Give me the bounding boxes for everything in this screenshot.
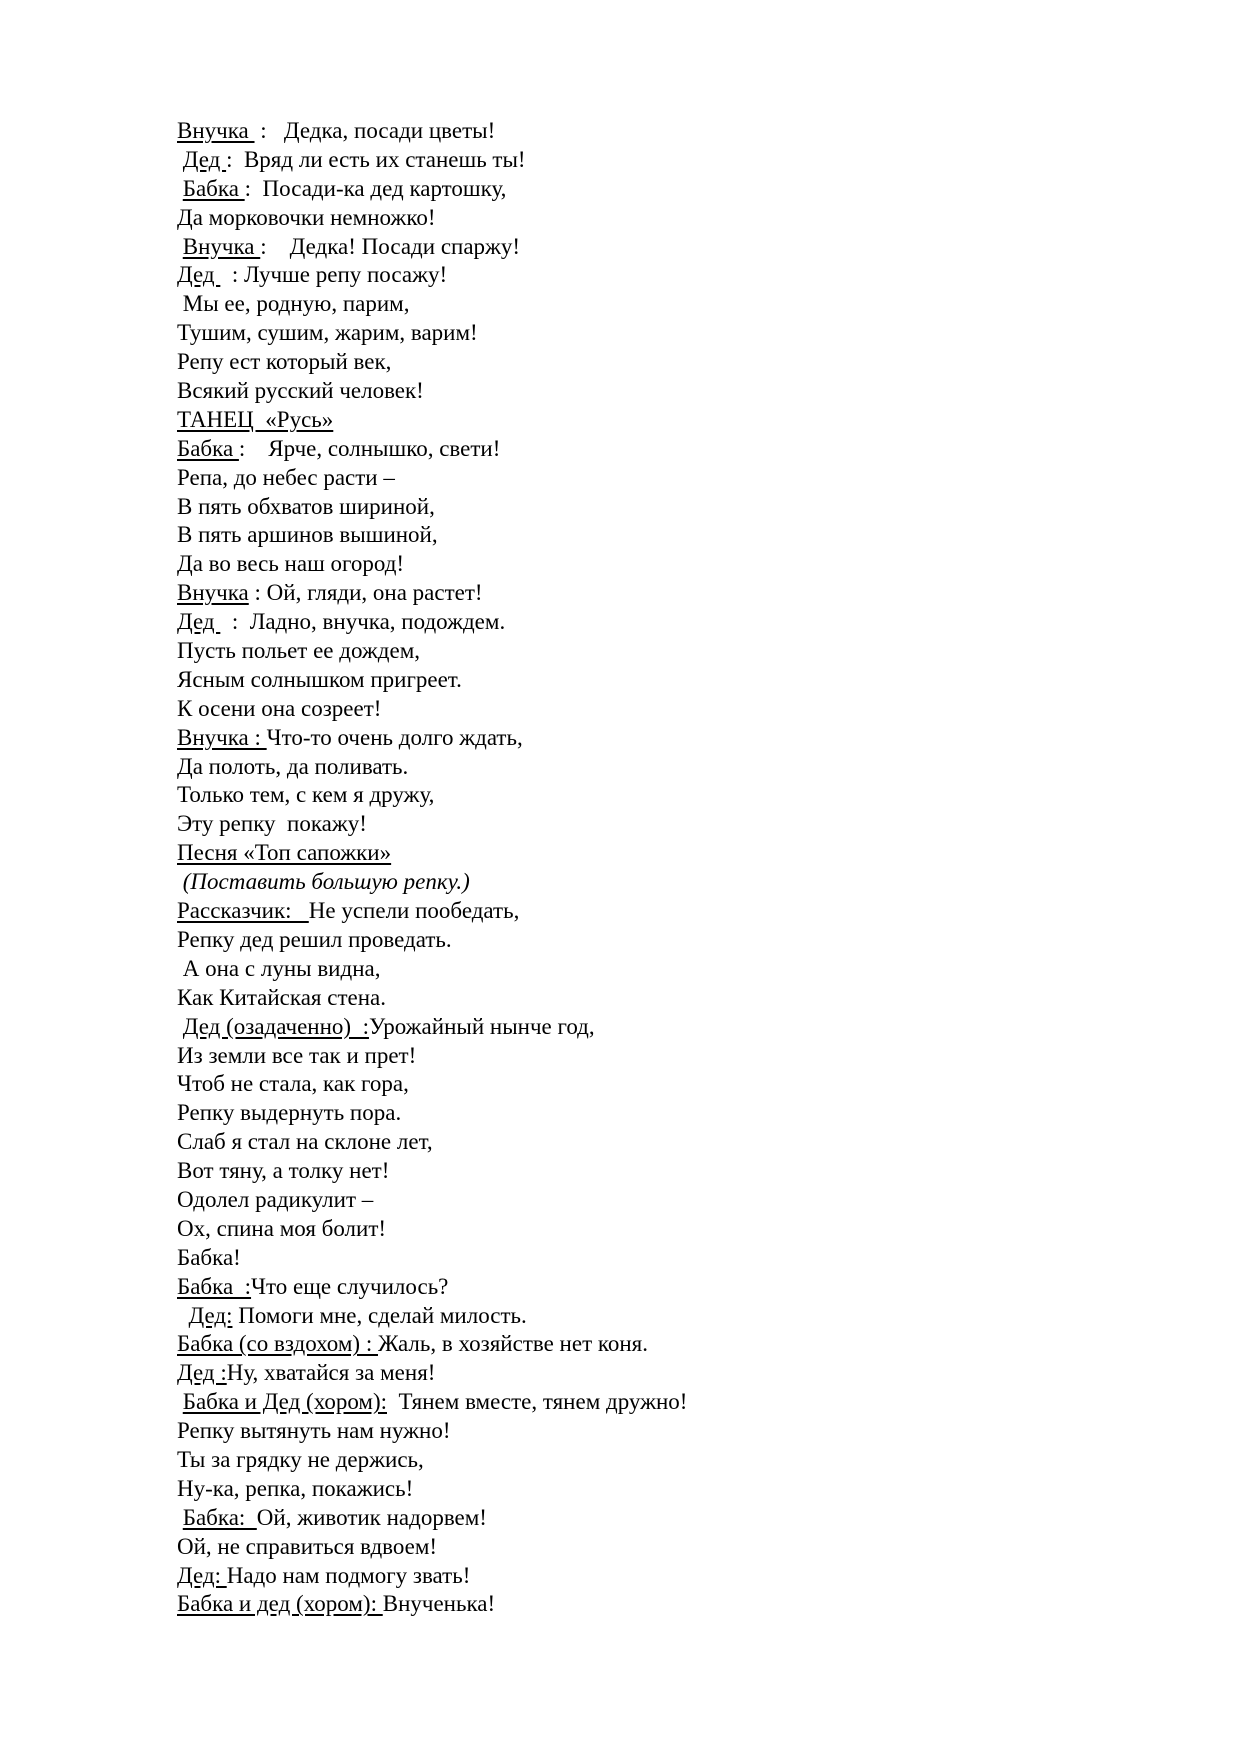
script-line [177,377,1157,406]
dialogue-text: Ох, спина моя болит! [177,1215,387,1241]
script-line [177,521,1157,550]
script-line [177,1302,1157,1331]
dialogue-text: Ну, хватайся за меня! [226,1360,436,1386]
dialogue-text: : Дедка! Посади спаржу! [260,233,521,259]
speaker-label: Дед [182,146,227,172]
script-line [177,319,1157,348]
script-line [177,868,1157,897]
dialogue-text: Репку дед решил проведать. [177,926,452,952]
dialogue-text: Надо нам подмогу звать! [226,1562,471,1588]
script-line [177,984,1157,1013]
dialogue-text: Пусть польет ее дождем, [177,638,420,664]
script-line [177,1273,1157,1302]
dialogue-text: Ну-ка, репка, покажись! [177,1475,414,1501]
dialogue-text: Репу ест который век, [177,349,392,375]
script-line [177,204,1157,233]
speaker-label: Песня «Топ сапожки» [177,840,392,866]
dialogue-text: Не успели пообедать, [308,898,520,924]
speaker-label: Дед [177,609,221,635]
script-line [177,608,1157,637]
dialogue-text: Помоги мне, сделай милость. [232,1302,527,1328]
script-line [177,666,1157,695]
script-line [177,175,1157,204]
dialogue-text: Одолел радикулит – [177,1186,374,1212]
script-line [177,1042,1157,1071]
dialogue-text: : Лучше репу посажу! [220,262,448,288]
dialogue-text: : Ярче, солнышко, свети! [238,435,501,461]
dialogue-text: Да полоть, да поливать. [177,753,409,779]
script-line [177,1388,1157,1417]
dialogue-text: : Дедка, посади цветы! [254,118,496,143]
script-line [177,550,1157,579]
dialogue-text: Жаль, в хозяйстве нет коня. [377,1331,649,1357]
script-line [177,493,1157,522]
speaker-label: Внучка [182,233,261,259]
speaker-label: Дед [177,262,221,288]
script-line [177,1562,1157,1591]
script-line [177,1504,1157,1533]
script-line [177,579,1157,608]
script-line [177,1128,1157,1157]
script-line [177,781,1157,810]
speaker-label: Бабка [177,435,239,461]
dialogue-text: Ясным солнышком пригреет. [177,666,462,692]
dialogue-text: В пять обхватов шириной, [177,493,435,519]
script-line [177,290,1157,319]
speaker-label: Бабка [182,175,245,201]
speaker-label: Бабка (со вздохом) : [177,1331,378,1357]
script-line [177,146,1157,175]
script-page [177,117,1157,1619]
script-line [177,1215,1157,1244]
speaker-label: Внучка [177,580,249,606]
dialogue-text: Да морковочки немножко! [177,204,436,230]
dialogue-text: В пять аршинов вышиной, [177,522,438,548]
script-line [177,1070,1157,1099]
script-line [177,897,1157,926]
script-line [177,839,1157,868]
script-line [177,1590,1157,1619]
dialogue-text: Бабка! [177,1244,241,1270]
dialogue-text: Только тем, с кем я дружу, [177,782,435,808]
script-line [177,1359,1157,1388]
dialogue-text: Тянем вместе, тянем дружно! [387,1389,688,1415]
dialogue-text: Репку вытянуть нам нужно! [177,1418,451,1444]
dialogue-text: Репа, до небес расти – [177,464,395,490]
script-line [177,955,1157,984]
speaker-label: Бабка : [177,1273,252,1299]
dialogue-text: Что еще случилось? [251,1273,449,1299]
dialogue-text: К осени она созреет! [177,695,382,721]
script-line [177,1446,1157,1475]
dialogue-text: Внученька! [382,1591,496,1617]
script-line [177,753,1157,782]
dialogue-text: Тушим, сушим, жарим, варим! [177,320,478,346]
script-line [177,261,1157,290]
script-line [177,1013,1157,1042]
script-line [177,926,1157,955]
script-line [177,1417,1157,1446]
dialogue-text: : Посади-ка дед картошку, [244,175,507,201]
script-line [177,637,1157,666]
script-line [177,406,1157,435]
script-line [177,117,1157,146]
dialogue-text: Чтоб не стала, как гора, [177,1071,409,1097]
dialogue-text: Урожайный нынче год, [368,1013,595,1039]
dialogue-text: Как Китайская стена. [177,984,386,1010]
speaker-label: Бабка: [182,1504,257,1530]
speaker-label: Внучка [177,118,255,143]
script-line [177,435,1157,464]
dialogue-text: Ой, животик надорвем! [256,1504,487,1530]
speaker-label: Бабка и дед (хором): [177,1591,383,1617]
speaker-label: Дед: [177,1562,227,1588]
script-line [177,1330,1157,1359]
dialogue-text: Ой, не справиться вдвоем! [177,1533,438,1559]
dialogue-text: А она с луны видна, [177,955,381,981]
dialogue-text: Ты за грядку не держись, [177,1446,424,1472]
script-line [177,1186,1157,1215]
script-line [177,233,1157,262]
script-line [177,464,1157,493]
script-line [177,810,1157,839]
speaker-label: Дед : [177,1360,227,1386]
script-line [177,1475,1157,1504]
dialogue-text: Да во весь наш огород! [177,551,405,577]
indent [177,1303,189,1328]
dialogue-text: Что-то очень долго ждать, [266,724,523,750]
script-line [177,348,1157,377]
speaker-label: Внучка : [177,724,267,750]
dialogue-text: : Ой, гляди, она растет! [248,580,483,606]
speaker-label: ТАНЕЦ «Русь» [177,406,334,432]
script-line [177,1244,1157,1273]
speaker-label: Дед: [188,1302,233,1328]
script-line [177,1099,1157,1128]
dialogue-text: : Ладно, внучка, подождем. [220,609,506,635]
script-line [177,1157,1157,1186]
script-line [177,695,1157,724]
speaker-label: Рассказчик: [177,898,309,924]
dialogue-text: Репку выдернуть пора. [177,1100,402,1126]
speaker-label: Дед (озадаченно) : [182,1013,369,1039]
dialogue-text: : Вряд ли есть их станешь ты! [226,146,526,172]
dialogue-text: Слаб я стал на склоне лет, [177,1129,433,1155]
script-line [177,724,1157,753]
dialogue-text: Всякий русский человек! [177,378,424,404]
stage-direction: (Поставить большую репку.) [177,869,470,895]
dialogue-text: Мы ее, родную, парим, [177,291,410,317]
speaker-label: Бабка и Дед (хором): [182,1389,387,1415]
dialogue-text: Вот тяну, а толку нет! [177,1158,390,1184]
script-line [177,1533,1157,1562]
dialogue-text: Из земли все так и прет! [177,1042,417,1068]
dialogue-text: Эту репку покажу! [177,811,367,837]
